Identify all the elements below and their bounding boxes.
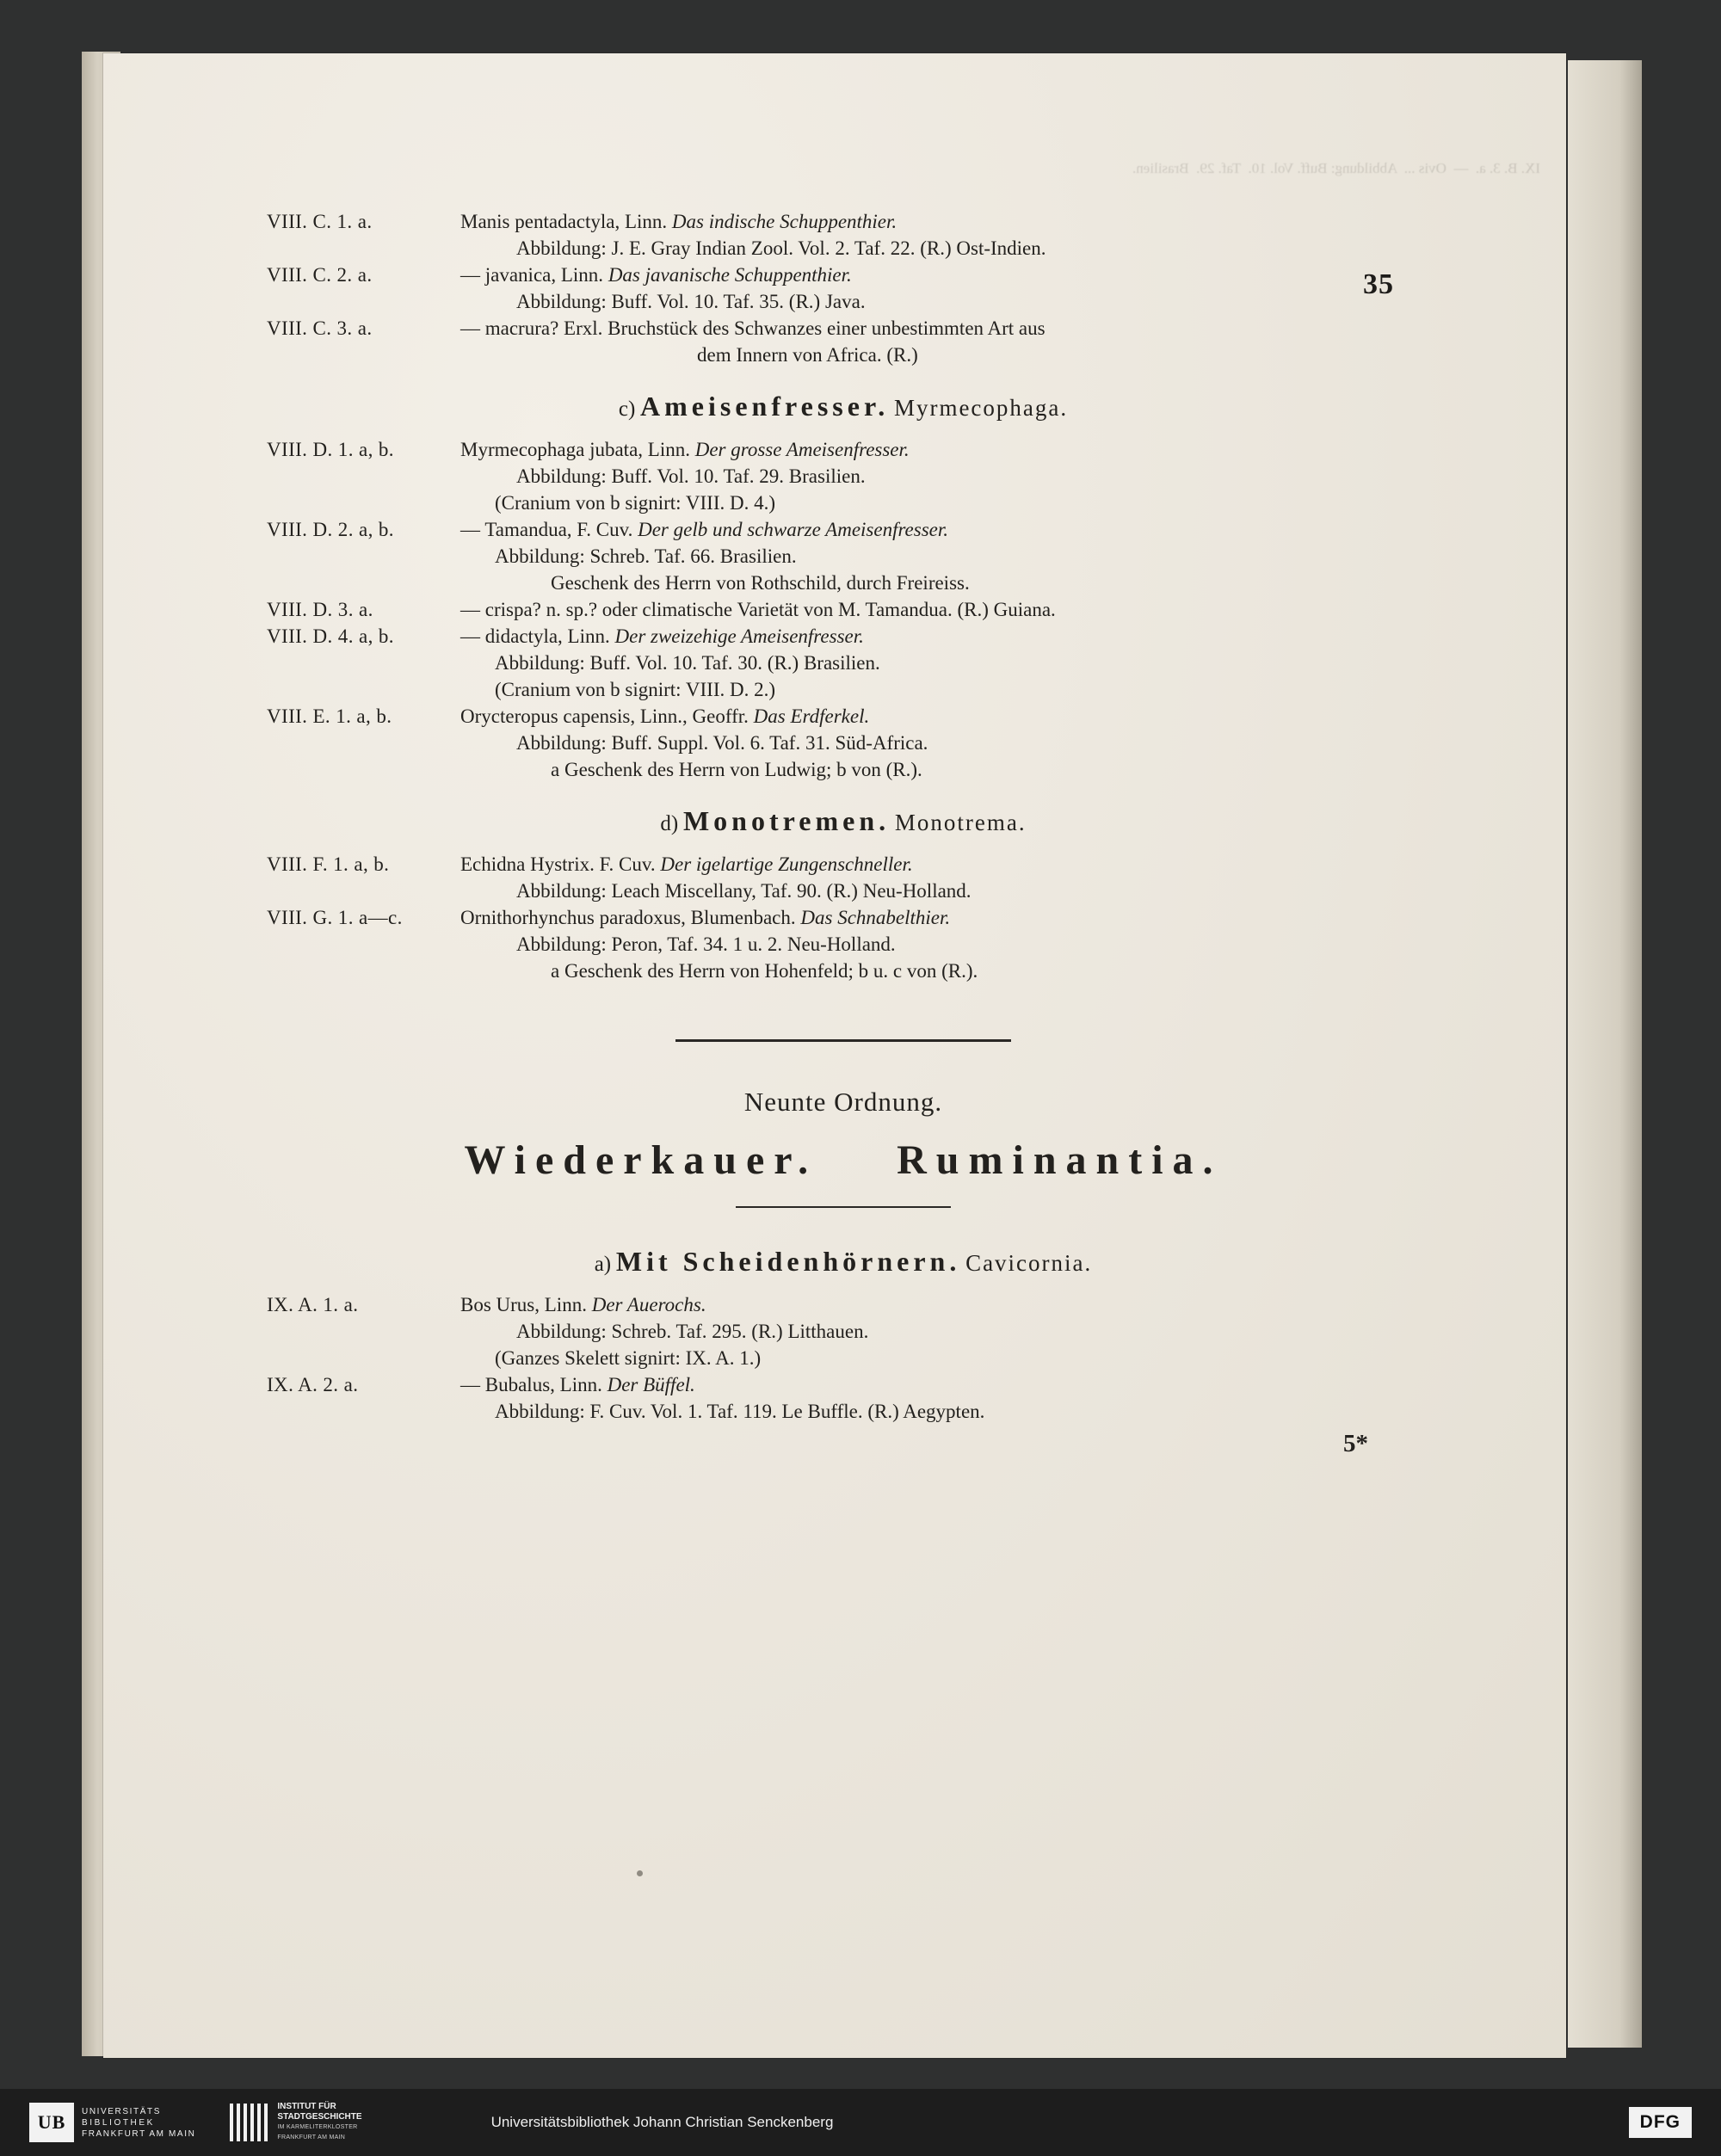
page-speck: [637, 1870, 643, 1876]
order-title-latin: Ruminantia.: [897, 1137, 1223, 1183]
institute-line3: IM KARMELITERKLOSTER: [277, 2124, 358, 2130]
entry-signature: VIII. D. 2. a, b.: [267, 519, 394, 540]
ub-logo-mark: UB: [29, 2103, 74, 2142]
entry-detail-line: Abbildung: Buff. Vol. 10. Taf. 35. (R.) Java.: [516, 291, 866, 312]
entry-german-name: Der zweizehige Ameisenfresser.: [614, 625, 864, 647]
entry-detail-line: a Geschenk des Herrn von Ludwig; b von (R.).: [551, 759, 922, 780]
entry-body: [460, 436, 1420, 463]
entry-detail-line: (Cranium von b signirt: VIII. D. 4.): [495, 492, 776, 514]
entry-block-monotremes: [267, 851, 1420, 984]
catalog-entry: [267, 623, 1420, 650]
library-credit: Universitätsbibliothek Johann Christian Senckenberg: [490, 2114, 834, 2130]
catalog-entry: [267, 262, 1420, 288]
folio-number: 35: [1363, 268, 1394, 300]
entry-species: — didactyla, Linn.: [460, 625, 610, 647]
entry-body: [460, 262, 1420, 288]
entry-species: — Bubalus, Linn.: [460, 1374, 602, 1395]
section-title-latin: Myrmecophaga.: [893, 395, 1069, 421]
entry-detail-line: Abbildung: Buff. Suppl. Vol. 6. Taf. 31. Süd-Africa.: [516, 732, 928, 754]
entry-german-name: Der grosse Ameisenfresser.: [694, 439, 910, 460]
entry-detail-line: Abbildung: Buff. Vol. 10. Taf. 29. Brasilien.: [516, 465, 866, 487]
entry-german-name: Der Auerochs.: [591, 1294, 706, 1315]
entry-signature: VIII. D. 1. a, b.: [267, 439, 394, 460]
entry-species: Orycteropus capensis, Linn., Geoffr.: [460, 705, 749, 727]
entry-detail-line: a Geschenk des Herrn von Hohenfeld; b u. c von (R.).: [551, 960, 978, 982]
institute-logo-text: [277, 2102, 361, 2143]
entry-signature: VIII. C. 1. a.: [267, 211, 373, 232]
entry-signature: VIII. F. 1. a, b.: [267, 853, 390, 875]
catalog-entry: [267, 436, 1420, 463]
catalog-entry: [267, 315, 1420, 342]
ub-logo: [29, 2103, 195, 2142]
entry-body: [460, 623, 1420, 650]
entry-detail-line: Abbildung: J. E. Gray Indian Zool. Vol. 2. Taf. 22. (R.) Ost-Indien.: [516, 237, 1046, 259]
entry-detail-line: Geschenk des Herrn von Rothschild, durch Freireiss.: [551, 572, 970, 594]
entry-signature: VIII. D. 3. a.: [267, 599, 373, 620]
entry-species: — crispa? n. sp.? oder climatische Varietät von M. Tamandua. (R.) Guiana.: [460, 599, 1056, 620]
order-ordinal: Neunte Ordnung.: [743, 1087, 943, 1117]
entry-german-name: Der igelartige Zungenschneller.: [660, 853, 913, 875]
order-underline-rule: [736, 1206, 951, 1208]
entry-signature: IX. A. 1. a.: [267, 1294, 359, 1315]
section-heading-ameisenfresser: [267, 391, 1420, 422]
entry-detail-line: Abbildung: F. Cuv. Vol. 1. Taf. 119. Le Buffle. (R.) Aegypten.: [495, 1401, 985, 1422]
entry-signature: IX. A. 2. a.: [267, 1374, 359, 1395]
catalog-entry: [267, 208, 1420, 235]
entry-detail-line: Abbildung: Schreb. Taf. 295. (R.) Litthauen.: [516, 1321, 869, 1342]
adjacent-page-edge: [1568, 60, 1642, 2048]
entry-species: Myrmecophaga jubata, Linn.: [460, 439, 690, 460]
section-letter: a): [594, 1253, 612, 1276]
entry-detail-line: dem Innern von Africa. (R.): [697, 344, 918, 366]
entry-detail-line: (Cranium von b signirt: VIII. D. 2.): [495, 679, 776, 700]
entry-detail-line: Abbildung: Schreb. Taf. 66. Brasilien.: [495, 545, 797, 567]
order-title: [267, 1137, 1420, 1184]
institute-line4: FRANKFURT AM MAIN: [277, 2134, 346, 2141]
catalog-entry: [267, 703, 1420, 730]
entry-signature: VIII. D. 4. a, b.: [267, 625, 394, 647]
scan-footer: [0, 2089, 1721, 2156]
entry-detail-line: Abbildung: Peron, Taf. 34. 1 u. 2. Neu-Holland.: [516, 933, 896, 955]
entry-body: [460, 208, 1420, 235]
entry-signature: VIII. C. 2. a.: [267, 264, 373, 286]
entry-block-cavicornia: [267, 1291, 1420, 1425]
entry-species: Manis pentadactyla, Linn.: [460, 211, 668, 232]
entry-body: [460, 1371, 1420, 1398]
catalog-entry: [267, 851, 1420, 878]
ub-logo-line1: UNIVERSITÄTS: [82, 2106, 161, 2116]
section-heading-monotremen: [267, 805, 1420, 837]
entry-body: [460, 851, 1420, 878]
signature-mark: 5*: [1343, 1430, 1368, 1457]
entry-german-name: Das indische Schuppenthier.: [671, 211, 898, 232]
catalog-entry: [267, 904, 1420, 931]
entry-block-pangolins: [267, 208, 1420, 368]
show-through-text: IX. B. 3. a. — Ovis ... Abbildung: Buff. Vol. 10. Taf. 29. Brasilien.: [1132, 160, 1540, 176]
entry-body: [460, 703, 1420, 730]
ub-logo-line3: FRANKFURT AM MAIN: [82, 2128, 196, 2139]
institute-line2: STADTGESCHICHTE: [277, 2112, 362, 2122]
dfg-logo: DFG: [1629, 2107, 1692, 2138]
section-letter: c): [618, 397, 636, 421]
entry-detail-line: Abbildung: Leach Miscellany, Taf. 90. (R.) Neu-Holland.: [516, 880, 972, 902]
book-page: [103, 53, 1566, 2058]
entry-signature: VIII. E. 1. a, b.: [267, 705, 392, 727]
page-content: [267, 208, 1420, 1458]
section-title-latin: Cavicornia.: [965, 1250, 1093, 1276]
ub-logo-text: [82, 2106, 195, 2140]
entry-signature: VIII. G. 1. a—c.: [267, 907, 403, 928]
entry-species: — javanica, Linn.: [460, 264, 604, 286]
entry-german-name: Der Büffel.: [607, 1374, 695, 1395]
entry-detail-line: (Ganzes Skelett signirt: IX. A. 1.): [495, 1347, 762, 1369]
entry-species: — macrura? Erxl. Bruchstück des Schwanzes einer unbestimmten Art aus: [460, 317, 1046, 339]
entry-body: [460, 516, 1420, 543]
entry-species: Bos Urus, Linn.: [460, 1294, 587, 1315]
section-letter: d): [660, 812, 679, 835]
institute-logo-mark: [230, 2104, 269, 2141]
entry-block-anteaters: [267, 436, 1420, 783]
catalog-entry: [267, 596, 1420, 623]
section-heading-cavicornia: [267, 1246, 1420, 1278]
entry-german-name: Das javanische Schuppenthier.: [608, 264, 852, 286]
catalog-entry: [267, 1291, 1420, 1318]
entry-species: Echidna Hystrix. F. Cuv.: [460, 853, 656, 875]
section-title-german: Mit Scheidenhörnern.: [615, 1246, 961, 1277]
institute-line1: INSTITUT FÜR: [277, 2102, 336, 2111]
catalog-entry: [267, 1371, 1420, 1398]
entry-species: Ornithorhynchus paradoxus, Blumenbach.: [460, 907, 796, 928]
section-title-german: Ameisenfresser.: [640, 391, 890, 422]
entry-german-name: Der gelb und schwarze Ameisenfresser.: [638, 519, 949, 540]
entry-detail-line: Abbildung: Buff. Vol. 10. Taf. 30. (R.) Brasilien.: [495, 652, 880, 674]
entry-german-name: Das Schnabelthier.: [800, 907, 951, 928]
institute-logo: [230, 2102, 361, 2143]
entry-german-name: Das Erdferkel.: [753, 705, 870, 727]
section-divider-rule: [675, 1039, 1011, 1042]
section-title-latin: Monotrema.: [894, 810, 1027, 835]
entry-species: — Tamandua, F. Cuv.: [460, 519, 633, 540]
section-title-german: Monotremen.: [682, 805, 891, 836]
order-title-german: Wiederkauer.: [464, 1137, 818, 1183]
entry-signature: VIII. C. 3. a.: [267, 317, 373, 339]
ub-logo-line2: BIBLIOTHEK: [82, 2117, 155, 2128]
entry-body: [460, 904, 1420, 931]
catalog-entry: [267, 516, 1420, 543]
entry-body: [460, 1291, 1420, 1318]
